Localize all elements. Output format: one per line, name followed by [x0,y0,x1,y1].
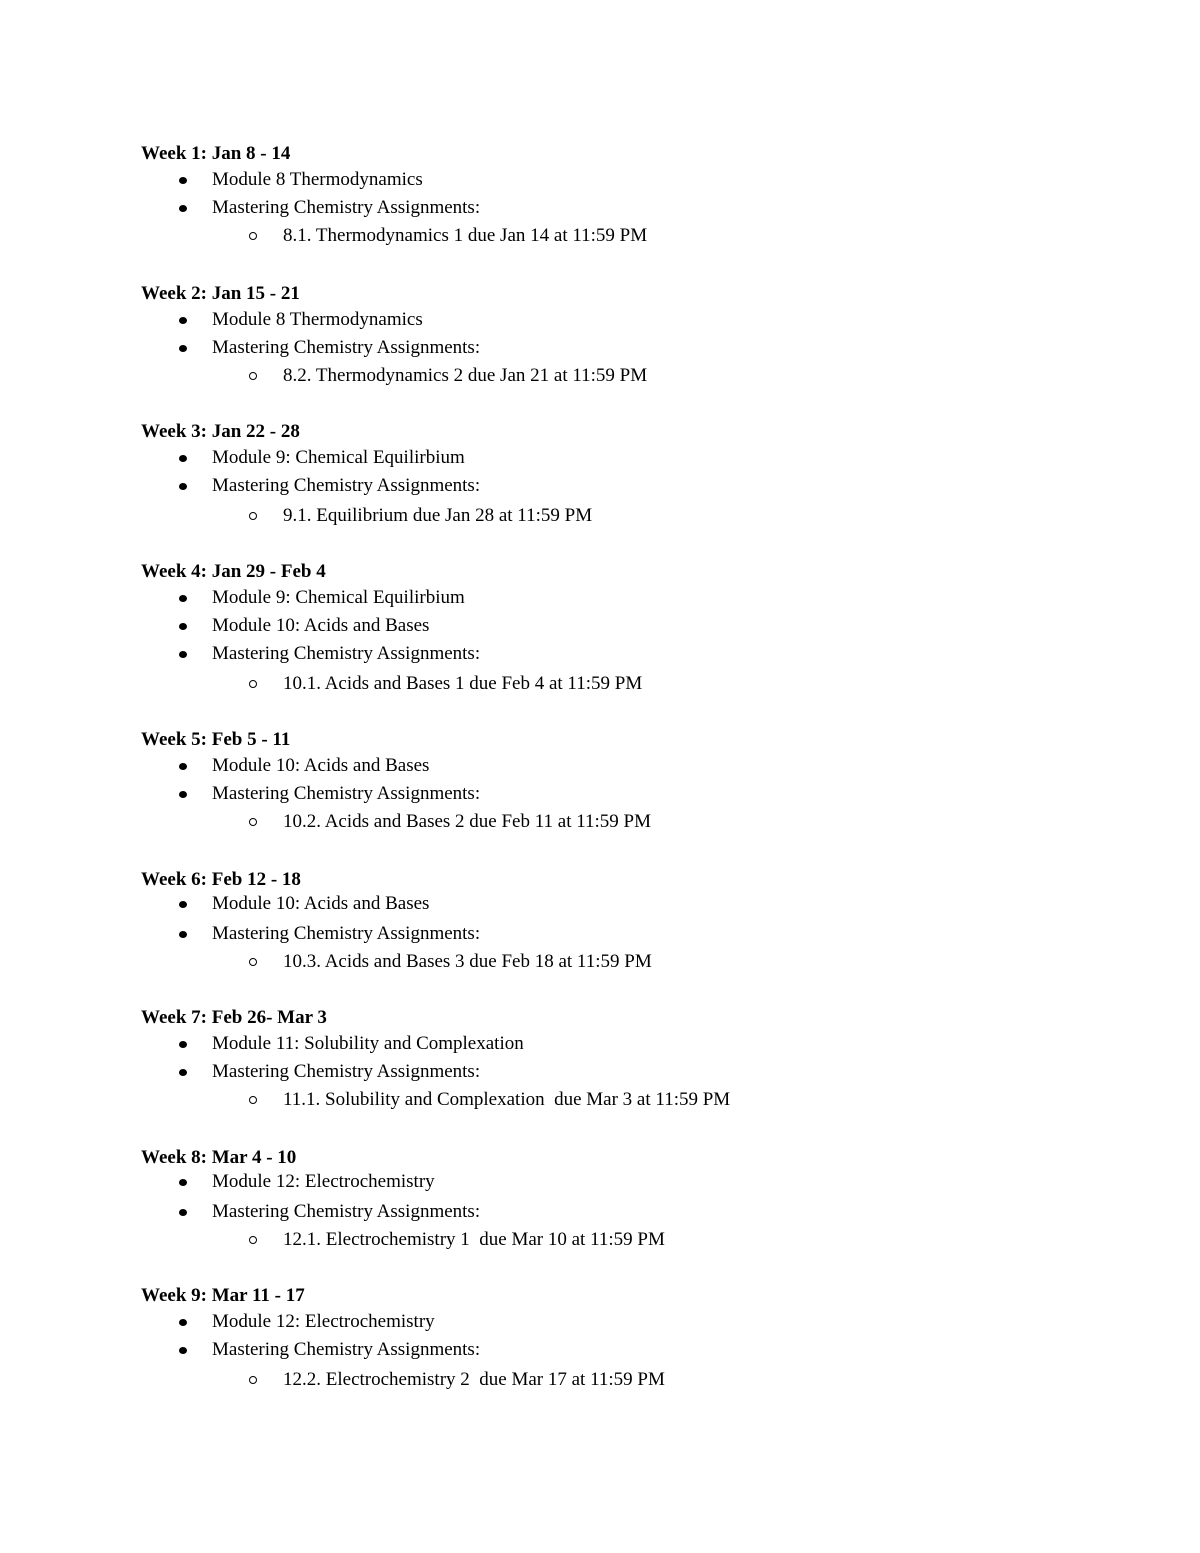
bullet-icon [179,791,187,798]
assignment-text: 8.1. Thermodynamics 1 due Jan 14 at 11:59 PM [283,225,648,246]
bullet-icon [179,345,187,352]
list-item [0,754,1200,778]
list-item-text: Mastering Chemistry Assignments: [212,643,481,664]
list-item [0,782,1200,806]
bullet-icon [179,931,187,938]
hollow-bullet-icon [249,372,257,380]
list-item-text: Mastering Chemistry Assignments: [212,337,481,358]
list-item [0,1310,1200,1334]
hollow-bullet-icon [249,958,257,966]
list-item [0,474,1200,498]
bullet-icon [179,901,187,908]
list-item [0,642,1200,666]
assignment-item [0,1368,1200,1392]
list-item-text: Module 10: Acids and Bases [212,893,430,914]
list-item-text: Mastering Chemistry Assignments: [212,197,481,218]
assignment-text: 9.1. Equilibrium due Jan 28 at 11:59 PM [283,505,593,526]
bullet-icon [179,177,187,184]
week-heading: Week 9: Mar 11 - 17 [141,1285,305,1306]
week-heading: Week 1: Jan 8 - 14 [141,143,291,164]
list-item [0,1060,1200,1084]
bullet-icon [179,651,187,658]
hollow-bullet-icon [249,512,257,520]
assignment-item [0,810,1200,834]
assignment-text: 10.3. Acids and Bases 3 due Feb 18 at 11:59 PM [283,951,652,972]
list-item [0,446,1200,470]
week-heading: Week 4: Jan 29 - Feb 4 [141,561,326,582]
hollow-bullet-icon [249,1376,257,1384]
week-heading: Week 3: Jan 22 - 28 [141,421,300,442]
bullet-icon [179,1347,187,1354]
bullet-icon [179,623,187,630]
list-item [0,892,1200,916]
week-heading: Week 7: Feb 26- Mar 3 [141,1007,327,1028]
list-item-text: Mastering Chemistry Assignments: [212,1201,481,1222]
list-item [0,336,1200,360]
list-item-text: Mastering Chemistry Assignments: [212,1061,481,1082]
list-item-text: Module 12: Electrochemistry [212,1311,435,1332]
list-item-text: Mastering Chemistry Assignments: [212,475,481,496]
assignment-item [0,224,1200,248]
hollow-bullet-icon [249,1096,257,1104]
bullet-icon [179,1319,187,1326]
bullet-icon [179,763,187,770]
list-item [0,614,1200,638]
bullet-icon [179,205,187,212]
week-heading: Week 2: Jan 15 - 21 [141,283,300,304]
list-item-text: Module 9: Chemical Equilirbium [212,587,465,608]
assignment-item [0,1088,1200,1112]
list-item-text: Mastering Chemistry Assignments: [212,1339,481,1360]
list-item-text: Module 9: Chemical Equilirbium [212,447,465,468]
assignment-text: 10.2. Acids and Bases 2 due Feb 11 at 11:59 PM [283,811,652,832]
list-item [0,586,1200,610]
list-item-text: Mastering Chemistry Assignments: [212,923,481,944]
list-item-text: Module 10: Acids and Bases [212,615,430,636]
list-item-text: Module 8 Thermodynamics [212,309,423,330]
assignment-item [0,504,1200,528]
assignment-text: 8.2. Thermodynamics 2 due Jan 21 at 11:59 PM [283,365,648,386]
list-item-text: Module 11: Solubility and Complexation [212,1033,524,1054]
bullet-icon [179,1041,187,1048]
assignment-item [0,950,1200,974]
list-item [0,1338,1200,1362]
bullet-icon [179,1209,187,1216]
list-item-text: Mastering Chemistry Assignments: [212,783,481,804]
assignment-text: 10.1. Acids and Bases 1 due Feb 4 at 11:59 PM [283,673,643,694]
list-item-text: Module 12: Electrochemistry [212,1171,435,1192]
list-item [0,1200,1200,1224]
week-heading: Week 8: Mar 4 - 10 [141,1147,297,1168]
assignment-item [0,672,1200,696]
assignment-item [0,364,1200,388]
assignment-text: 11.1. Solubility and Complexation due Mar 3 at 11:59 PM [283,1089,731,1110]
list-item [0,922,1200,946]
list-item [0,196,1200,220]
list-item [0,1170,1200,1194]
list-item [0,308,1200,332]
hollow-bullet-icon [249,1236,257,1244]
bullet-icon [179,483,187,490]
bullet-icon [179,317,187,324]
hollow-bullet-icon [249,232,257,240]
assignment-text: 12.2. Electrochemistry 2 due Mar 17 at 11:59 PM [283,1369,665,1390]
list-item [0,1032,1200,1056]
bullet-icon [179,1179,187,1186]
hollow-bullet-icon [249,680,257,688]
bullet-icon [179,455,187,462]
bullet-icon [179,595,187,602]
list-item-text: Module 10: Acids and Bases [212,755,430,776]
hollow-bullet-icon [249,818,257,826]
assignment-text: 12.1. Electrochemistry 1 due Mar 10 at 11:59 PM [283,1229,665,1250]
assignment-item [0,1228,1200,1252]
list-item [0,168,1200,192]
list-item-text: Module 8 Thermodynamics [212,169,423,190]
week-heading: Week 5: Feb 5 - 11 [141,729,291,750]
bullet-icon [179,1069,187,1076]
week-heading: Week 6: Feb 12 - 18 [141,869,301,890]
